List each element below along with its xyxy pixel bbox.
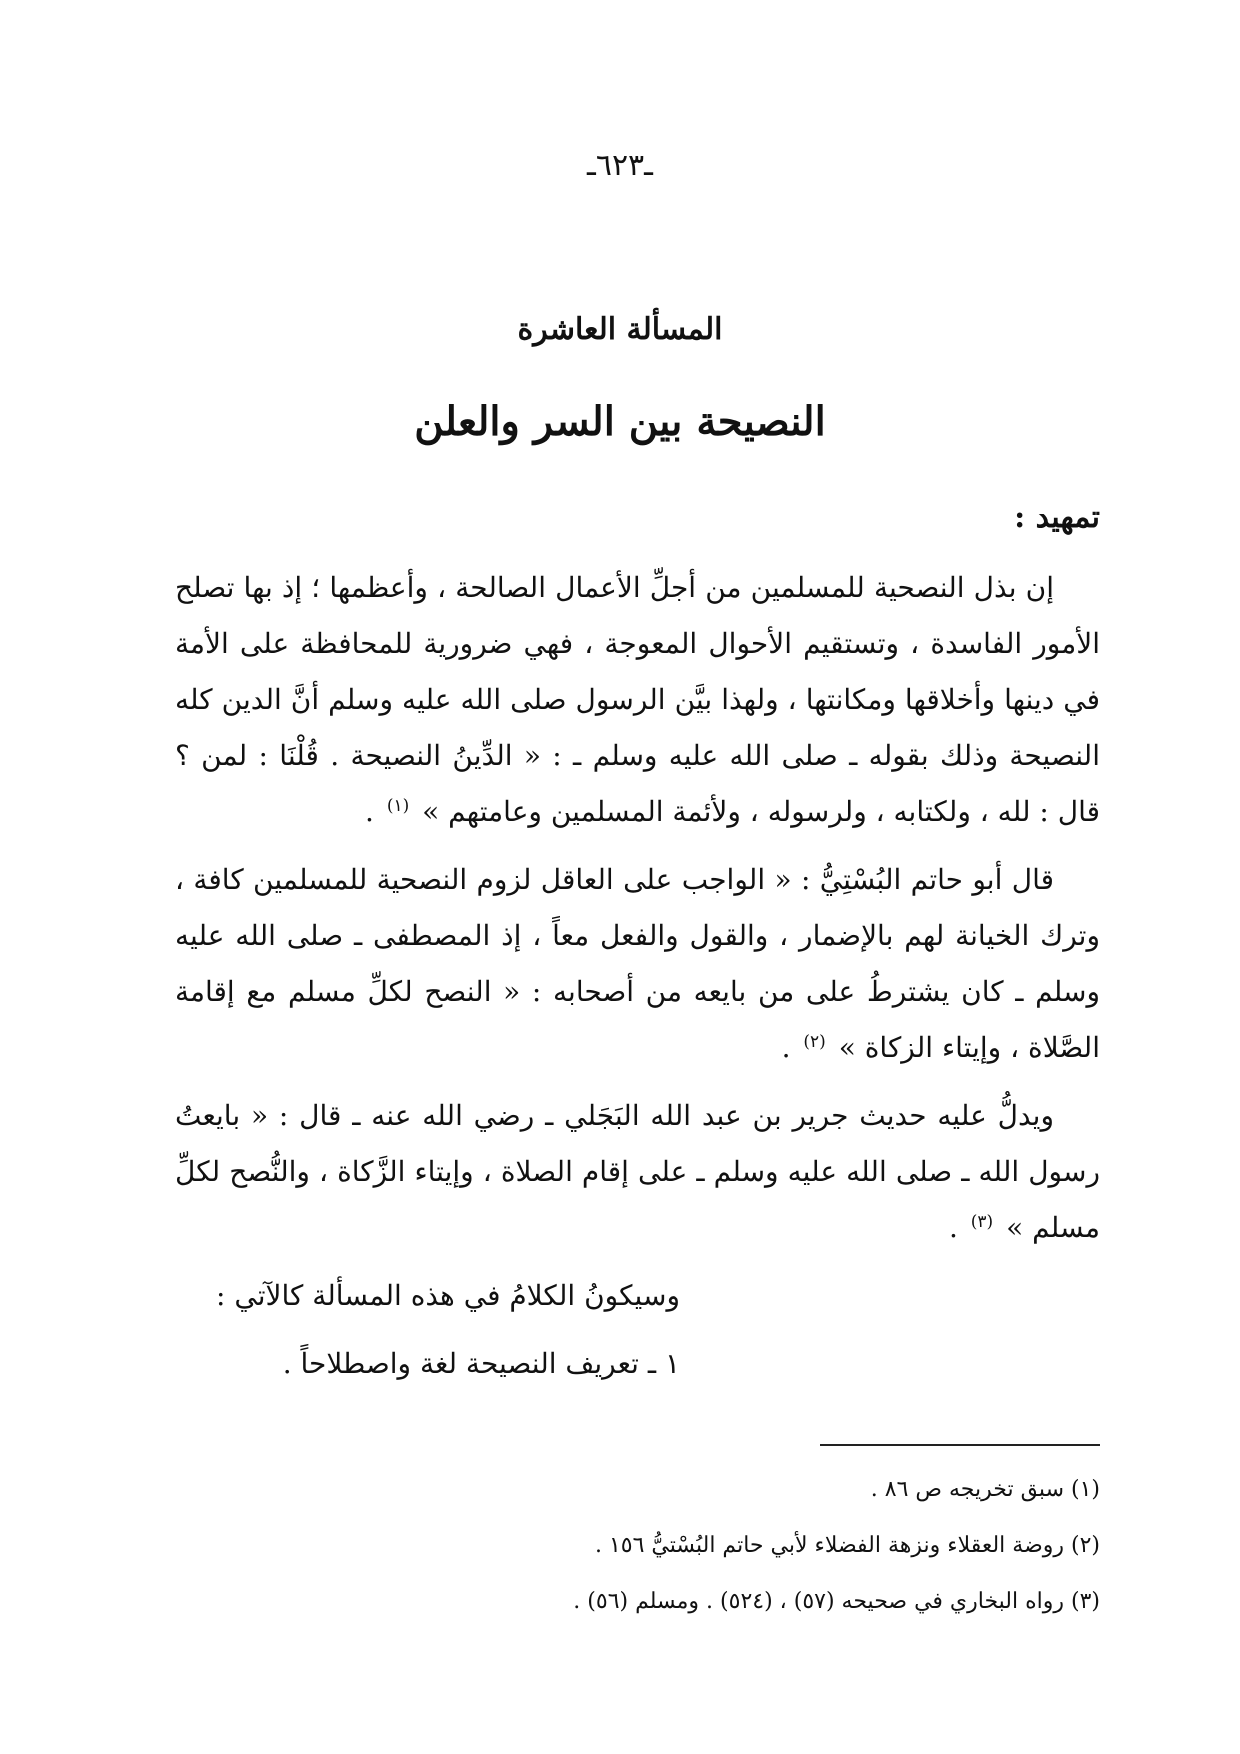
chapter-kicker: المسألة العاشرة <box>517 312 723 347</box>
body-text <box>175 560 1100 1404</box>
paragraph-2 <box>175 852 1100 1076</box>
list-item: ١ ـ تعريف النصيحة لغة واصطلاحاً . <box>282 1347 680 1380</box>
chapter-title: النصيحة بين السر والعلن <box>414 398 826 445</box>
footnote-ref-3: (٣) <box>970 1211 994 1232</box>
page-number: ـ٦٢٣ـ <box>587 148 653 183</box>
paragraph-3-text: ويدلُّ عليه حديث جرير بن عبد الله البَجَلي ـ رضي الله عنه ـ قال : « بايعتُ رسول الله ـ صلى الله عليه وسلم ـ على إقام الصلاة ، وإيتاء الزَّكاة ، والنُّصح لكلِّ مسلم » <box>175 1099 1100 1244</box>
footnote-1: (١) سبق تخريجه ص ٨٦ . <box>870 1477 1100 1502</box>
paragraph-3 <box>175 1088 1100 1256</box>
footnote-ref-2: (٢) <box>803 1031 826 1052</box>
paragraph-3-tail: . <box>948 1211 958 1244</box>
paragraph-2-tail: . <box>781 1031 791 1064</box>
list-intro: وسيكونُ الكلامُ في هذه المسألة كالآتي : <box>216 1279 680 1312</box>
paragraph-1 <box>175 560 1100 840</box>
section-label: تمهيد : <box>1014 500 1100 535</box>
footnote-2: (٢) روضة العقلاء ونزهة الفضلاء لأبي حاتم البُسْتيُّ ١٥٦ . <box>594 1533 1100 1558</box>
footnote-divider <box>820 1444 1100 1446</box>
footnote-3: (٣) رواه البخاري في صحيحه (٥٧) ، (٥٢٤) . ومسلم (٥٦) . <box>573 1589 1100 1614</box>
paragraph-1-text: إن بذل النصحية للمسلمين من أجلِّ الأعمال الصالحة ، وأعظمها ؛ إذ بها تصلح الأمور الفاسدة ، وتستقيم الأحوال المعوجة ، فهي ضرورية للمحافظة على الأمة في دينها وأخلاقها ومكانتها ، ولهذا بيَّن الرسول صلى الله عليه وسلم أنَّ الدين كله النصيحة وذلك بقوله ـ صلى الله عليه وسلم ـ : « الدِّينُ النصيحة . قُلْنَا : لمن ؟ قال : لله ، ولكتابه ، ولرسوله ، ولأئمة المسلمين وعامتهم » <box>175 571 1100 828</box>
footnote-ref-1: (١) <box>386 795 410 816</box>
paragraph-1-tail: . <box>365 795 374 828</box>
footnotes <box>175 1462 1100 1630</box>
paragraph-2-text: قال أبو حاتم البُسْتِيُّ : « الواجب على العاقل لزوم النصحية للمسلمين كافة ، وترك الخيانة لهم بالإضمار ، والقول والفعل معاً ، إذ المصطفى ـ صلى الله عليه وسلم ـ كان يشترطُ على من بايعه من أصحابه : « النصح لكلِّ مسلم مع إقامة الصَّلاة ، وإيتاء الزكاة » <box>175 863 1100 1064</box>
